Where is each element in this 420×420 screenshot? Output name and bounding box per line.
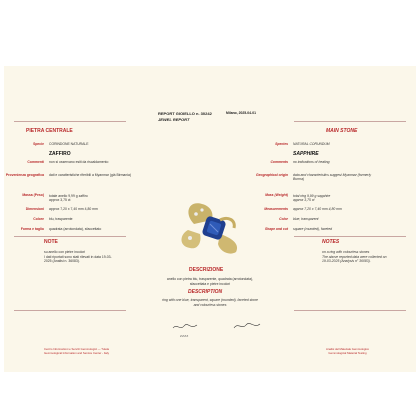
description-text-en xyxy=(144,298,276,307)
main-stone-heading-en: MAIN STONE xyxy=(326,128,358,134)
value-comments-en: no indications of heating xyxy=(293,160,330,164)
value-shape-en: square (rounded), faceted xyxy=(293,227,333,231)
label-color-it: Colore xyxy=(33,217,44,221)
value-species-en: NATURAL CORUNDUM xyxy=(293,142,330,146)
value-color-it: blu, trasparente xyxy=(49,217,73,221)
label-shape-it: Forma e taglio xyxy=(20,227,44,231)
value-origin-it: dati e caratteristiche riferibili a Myanmar (già Birmania) xyxy=(49,173,131,177)
label-mass-en: Mass (Weight) xyxy=(265,193,288,197)
label-measurements-en: Measurements xyxy=(264,207,288,211)
divider-right-mid xyxy=(294,236,406,237)
signatory-name: ZZZZ xyxy=(180,334,189,338)
footer-right-line-2: Gemmological Material Testing xyxy=(328,350,367,355)
signature-right xyxy=(232,320,262,332)
notes-text-it xyxy=(44,250,112,264)
value-origin-en: data and characteristics suggest Myanmar (formerly Burma) xyxy=(293,173,372,182)
label-species-it: Specie xyxy=(33,142,44,146)
footer-left-line-1: Centro Informazioni e Servizi Gemmologici — Tutela xyxy=(44,347,109,351)
report-title: REPORT GIOIELLO n. 30242 xyxy=(158,111,212,116)
notes-line-it-3: 2025 (Analisi n. 36083). xyxy=(44,259,80,264)
label-comments-it: Commenti xyxy=(27,160,44,164)
notes-heading-en: NOTES xyxy=(322,239,340,245)
description-line-en-1: ring with one blue, transparent, square (rounded), faceted stone xyxy=(162,298,258,302)
description-text-it xyxy=(148,277,272,286)
value-gem-it: ZAFFIRO xyxy=(49,151,71,157)
value-shape-it: quadrata (arrotondata), sfaccettato xyxy=(49,227,102,231)
value-species-it: CORINDONE NATURALE xyxy=(49,142,89,146)
notes-line-it-2: I dati riportati sono stati rilevati in data 19-03- xyxy=(44,254,112,259)
footer-left-text xyxy=(44,348,109,356)
label-origin-it: Provenienza geografica xyxy=(5,173,44,177)
notes-line-en-2: The above reported data were collected on xyxy=(322,254,387,259)
report-subtitle: JEWEL REPORT xyxy=(158,117,190,122)
value-comments-it: non si osservano esiti da riscaldamento xyxy=(49,160,109,164)
divider-left-top xyxy=(14,121,126,122)
footer-left-line-2: Gemmological Information and Service Center - Italy xyxy=(44,350,109,355)
label-dimensions-it: Dimensioni xyxy=(25,207,44,211)
report-sheet xyxy=(4,66,416,372)
notes-line-en-1: on a ring with colourless stones xyxy=(322,250,370,254)
description-line-it-1: anello con pietra blu, trasparente, quadrata (arrotondata), xyxy=(166,277,254,281)
notes-line-it-1: su anello con pietre incolori xyxy=(44,250,86,254)
divider-left-mid xyxy=(14,236,126,237)
divider-left-bottom xyxy=(14,310,126,311)
label-origin-en: Geographical origin xyxy=(255,173,288,177)
label-mass-it: Massa (Peso) xyxy=(22,193,44,197)
divider-right-bottom xyxy=(294,310,406,311)
description-heading-it: DESCRIZIONE xyxy=(189,267,224,273)
value-mass-it: totale anello 9,99 g zaffiro approx 3,75 ct xyxy=(49,194,88,203)
signature-left xyxy=(172,322,198,332)
ring-photo xyxy=(174,194,246,256)
label-species-en: Species xyxy=(275,142,288,146)
divider-right-top xyxy=(294,121,406,122)
value-color-en: blue, transparent xyxy=(293,217,319,221)
footer-right-text xyxy=(326,348,369,356)
label-comments-en: Comments xyxy=(270,160,288,164)
notes-text-en xyxy=(322,250,386,264)
label-color-en: Color xyxy=(279,217,288,221)
footer-right-line-1: Analisi del Materiale Gemmologico xyxy=(326,347,370,351)
main-stone-heading-it: PIETRA CENTRALE xyxy=(26,128,73,134)
description-line-it-2: sfaccettata e pietre incolori xyxy=(189,281,231,286)
value-gem-en: SAPPHIRE xyxy=(293,151,319,157)
description-line-en-2: and colourless stones xyxy=(193,302,227,307)
value-dimensions-it: approx 7,20 x 7,40 mm 4,80 mm xyxy=(49,207,98,211)
notes-line-en-3: 19-03-2025 (Analysis n° 36083). xyxy=(322,259,371,264)
description-heading-en: DESCRIPTION xyxy=(188,289,223,295)
notes-heading-it: NOTE xyxy=(44,239,58,245)
report-date: Milano, 2025-04-01 xyxy=(226,111,256,115)
value-measurements-en: approx 7,20 x 7,40 mm 4,80 mm xyxy=(293,207,342,211)
label-shape-en: Shape and cut xyxy=(264,227,288,231)
value-mass-en: total ring 9,99 g sapphire approx 3,75 ct xyxy=(293,194,331,203)
